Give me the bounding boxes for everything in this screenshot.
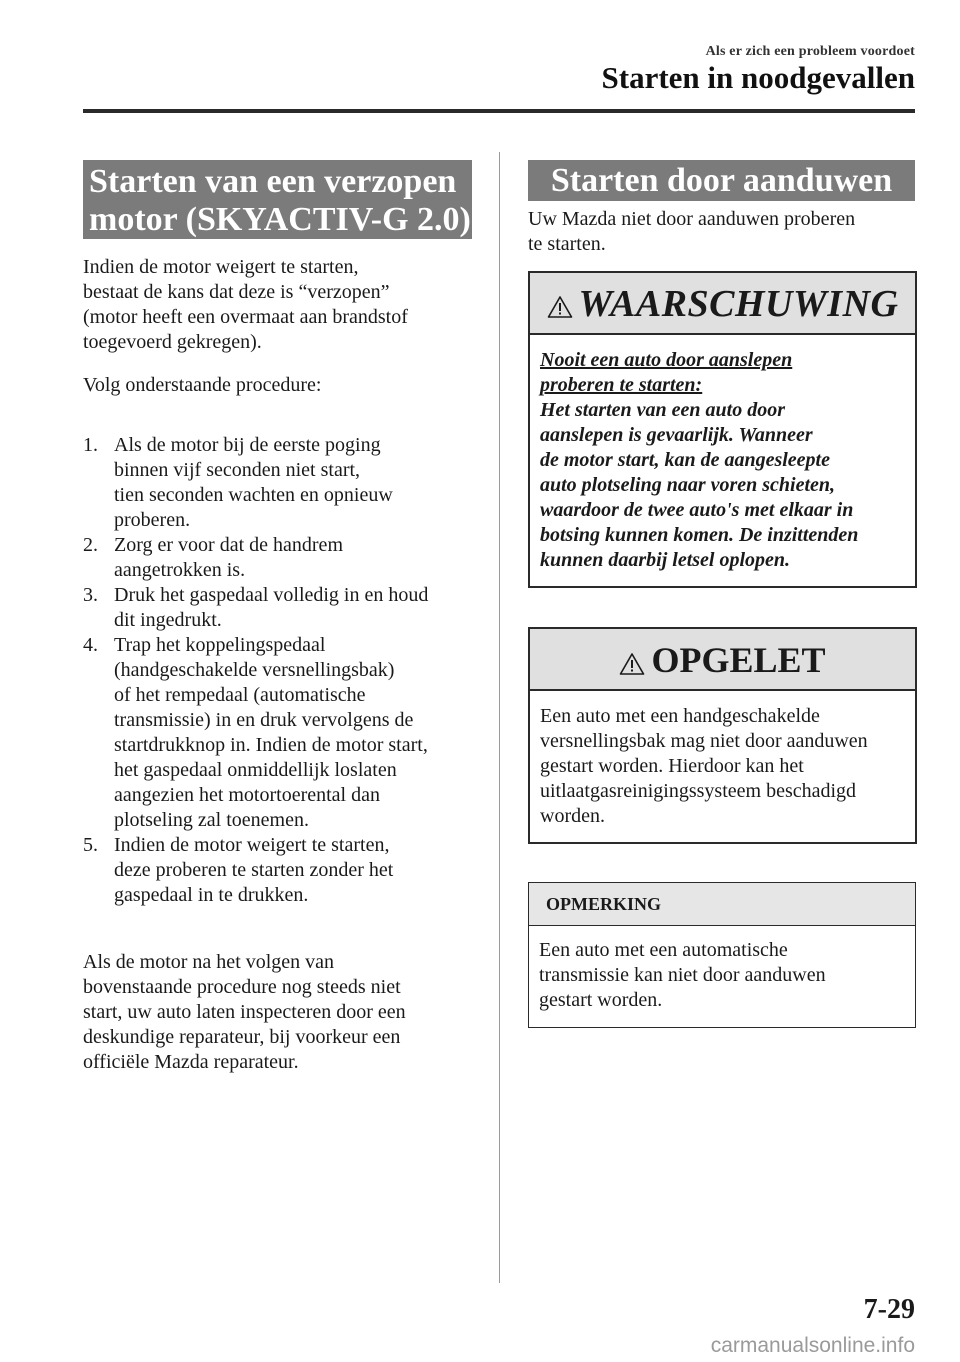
step-text: proberen. bbox=[114, 509, 191, 531]
step-text: Druk het gaspedaal volledig in en houd bbox=[114, 584, 429, 606]
text-line: deskundige reparateur, bij voorkeur een bbox=[83, 1026, 401, 1048]
text-line: (motor heeft een overmaat aan brandstof bbox=[83, 306, 408, 328]
left-heading-line-1: Starten van een verzopen bbox=[89, 163, 457, 200]
left-closing-paragraph bbox=[83, 950, 406, 1075]
step-1 bbox=[83, 433, 428, 533]
warning-subtitle-line: proberen te starten: bbox=[540, 374, 703, 396]
section-title: Starten in noodgevallen bbox=[601, 60, 915, 95]
step-text: dit ingedrukt. bbox=[114, 609, 222, 631]
note-box bbox=[528, 882, 916, 1028]
warning-triangle-icon bbox=[547, 295, 573, 319]
step-5 bbox=[83, 833, 428, 908]
warning-subtitle-line: Nooit een auto door aanslepen bbox=[540, 349, 793, 371]
step-text: Als de motor bij de eerste poging bbox=[114, 434, 381, 456]
warning-header bbox=[530, 273, 915, 335]
step-text: Zorg er voor dat de handrem bbox=[114, 534, 343, 556]
text-line: Als de motor na het volgen van bbox=[83, 951, 335, 973]
caution-text-line: uitlaatgasreinigingssysteem beschadigd bbox=[540, 780, 857, 802]
warning-box bbox=[528, 271, 917, 588]
step-number: 4. bbox=[83, 634, 98, 656]
step-text: Indien de motor weigert te starten, bbox=[114, 834, 390, 856]
text-line: toegevoerd gekregen). bbox=[83, 331, 262, 353]
warning-text-line: Het starten van een auto door bbox=[540, 399, 786, 421]
right-section-heading: Starten door aanduwen bbox=[528, 160, 915, 201]
text-line: bestaat de kans dat deze is “verzopen” bbox=[83, 281, 390, 303]
step-number: 1. bbox=[83, 434, 98, 456]
note-text-line: Een auto met een automatische bbox=[539, 939, 788, 961]
caution-header bbox=[530, 629, 915, 691]
procedure-label: Volg onderstaande procedure: bbox=[83, 374, 322, 396]
chapter-title: Als er zich een probleem voordoet bbox=[705, 44, 915, 59]
warning-title: WAARSCHUWING bbox=[578, 283, 899, 325]
caution-text-line: Een auto met een handgeschakelde bbox=[540, 705, 820, 727]
step-4 bbox=[83, 633, 428, 833]
warning-text-line: aanslepen is gevaarlijk. Wanneer bbox=[540, 424, 813, 446]
caution-box bbox=[528, 627, 917, 844]
caution-text-line: versnellingsbak mag niet door aanduwen bbox=[540, 730, 868, 752]
left-heading-line-2: motor (SKYACTIV-G 2.0) bbox=[89, 201, 471, 238]
step-text: aangetrokken is. bbox=[114, 559, 246, 581]
caution-text-line: worden. bbox=[540, 805, 605, 827]
text-line: officiële Mazda reparateur. bbox=[83, 1051, 299, 1073]
step-text: deze proberen te starten zonder het bbox=[114, 859, 394, 881]
left-intro-paragraph bbox=[83, 255, 408, 355]
step-text: het gaspedaal onmiddellijk loslaten bbox=[114, 759, 397, 781]
step-2 bbox=[83, 533, 428, 583]
header-rule bbox=[83, 109, 915, 113]
text-line: bovenstaande procedure nog steeds niet bbox=[83, 976, 401, 998]
warning-text-line: auto plotseling naar voren schieten, bbox=[540, 474, 836, 496]
procedure-steps bbox=[83, 433, 428, 908]
step-text: tien seconden wachten en opnieuw bbox=[114, 484, 393, 506]
step-number: 5. bbox=[83, 834, 98, 856]
warning-text-line: waardoor de twee auto's met elkaar in bbox=[540, 499, 854, 521]
step-text: gaspedaal in te drukken. bbox=[114, 884, 309, 906]
watermark: carmanualsonline.info bbox=[710, 1334, 915, 1357]
caution-text-line: gestart worden. Hierdoor kan het bbox=[540, 755, 804, 777]
warning-body bbox=[530, 335, 915, 573]
text-line: Uw Mazda niet door aanduwen proberen bbox=[528, 208, 856, 230]
note-text-line: gestart worden. bbox=[539, 989, 663, 1011]
step-number: 3. bbox=[83, 584, 98, 606]
step-text: plotseling zal toenemen. bbox=[114, 809, 309, 831]
step-text: transmissie) in en druk vervolgens de bbox=[114, 709, 414, 731]
right-intro-paragraph bbox=[528, 207, 855, 257]
text-line: te starten. bbox=[528, 233, 606, 255]
step-3 bbox=[83, 583, 428, 633]
note-header: OPMERKING bbox=[529, 883, 915, 926]
text-line: start, uw auto laten inspecteren door een bbox=[83, 1001, 406, 1023]
warning-text-line: botsing kunnen komen. De inzittenden bbox=[540, 524, 859, 546]
warning-text-line: kunnen daarbij letsel oplopen. bbox=[540, 549, 791, 571]
text-line: Indien de motor weigert te starten, bbox=[83, 256, 359, 278]
step-text: (handgeschakelde versnellingsbak) bbox=[114, 659, 395, 681]
column-divider bbox=[499, 152, 500, 1283]
note-body bbox=[529, 926, 915, 1013]
page-number: 7-29 bbox=[863, 1294, 915, 1325]
caution-triangle-icon bbox=[619, 652, 645, 676]
left-section-heading bbox=[83, 160, 472, 239]
caution-body bbox=[530, 691, 915, 829]
step-text: binnen vijf seconden niet start, bbox=[114, 459, 361, 481]
step-text: of het rempedaal (automatische bbox=[114, 684, 366, 706]
warning-text-line: de motor start, kan de aangesleepte bbox=[540, 449, 830, 471]
caution-title: OPGELET bbox=[651, 640, 826, 680]
step-number: 2. bbox=[83, 534, 98, 556]
note-text-line: transmissie kan niet door aanduwen bbox=[539, 964, 826, 986]
step-text: startdrukknop in. Indien de motor start, bbox=[114, 734, 428, 756]
step-text: Trap het koppelingspedaal bbox=[114, 634, 326, 656]
step-text: aangezien het motortoerental dan bbox=[114, 784, 380, 806]
